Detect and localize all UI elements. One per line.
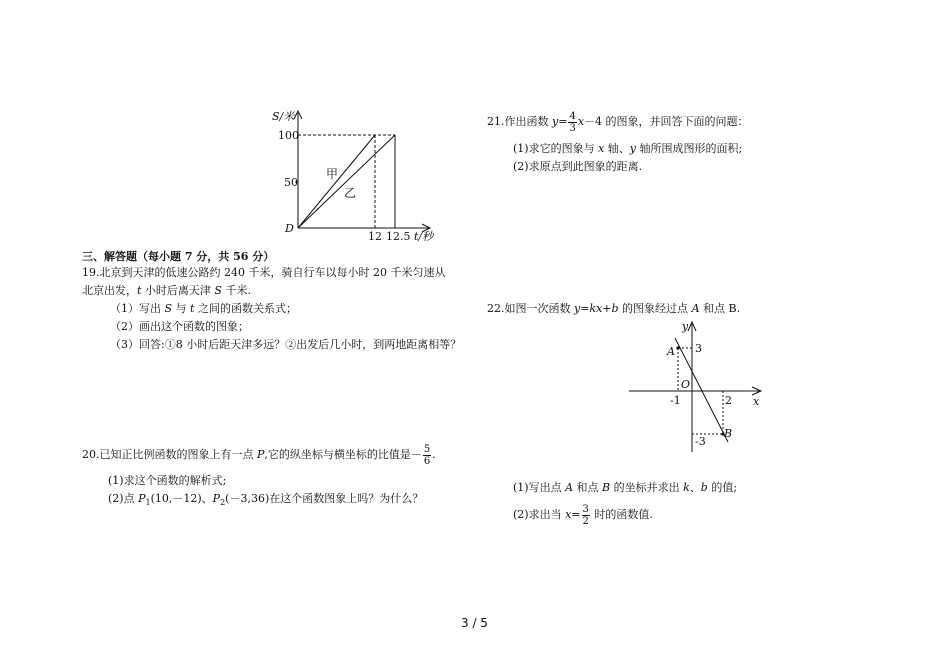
line-yi	[298, 135, 395, 228]
y-axis-label: S/米	[272, 110, 295, 123]
fig2-origin-label: O	[681, 378, 691, 391]
fig2-point-a-label: A	[667, 345, 675, 358]
q20-part2: (2)点 $P_1(10,-12)$、$P_2(-3,36)$在这个函数图象上吗？为什么？	[108, 492, 424, 508]
label-jia: 甲	[326, 167, 339, 181]
tick-12-5: 12.5	[386, 230, 411, 243]
line-jia	[298, 135, 375, 228]
question-21	[487, 103, 749, 177]
tick-100: 100	[278, 129, 299, 142]
fig2-tick-m3: -3	[695, 435, 706, 448]
section-heading: 三、解答题（每小题 7 分，共 56 分）	[82, 250, 275, 263]
fig2-point-b-label: B	[724, 427, 733, 440]
question-20	[82, 437, 436, 509]
figure-distance-time	[270, 105, 450, 245]
q19-part3: （3）回答:①8 小时后距天津多远？②出发后几小时，到两地距离相等？	[110, 338, 462, 351]
q22-stem: 22.如图一次函数 y=kx+b 的图象经过点 A 和点 B.	[487, 302, 741, 315]
x-axis-label: t/秒	[414, 230, 434, 243]
tick-50: 50	[284, 176, 298, 189]
q22-part2: (2)求出当 x= $\frac{3}{2}$ 时的函数值.	[513, 503, 653, 527]
fraction-3-2: $\frac{3}{2}$	[582, 503, 589, 527]
page-indicator: 3 / 5	[461, 616, 488, 630]
label-yi: 乙	[344, 186, 357, 200]
fig2-tick-3: 3	[695, 342, 702, 355]
origin-label: D	[285, 222, 294, 235]
q19-part2: （2）画出这个函数的图象；	[110, 320, 249, 333]
question-19	[82, 265, 461, 355]
fig2-tick-2: 2	[725, 394, 732, 407]
fraction-5-6: $\frac{5}{6}$	[423, 443, 431, 467]
q20-stem: 20.已知正比例函数的图象上有一点 P,它的纵坐标与横坐标的比值是－ $\frac{5}{6}$ .	[82, 443, 436, 467]
fraction-4-3: $\frac{4}{3}$	[569, 110, 576, 134]
q21-part2: (2)求原点到此图象的距离.	[513, 160, 643, 173]
q21-part1: (1)求它的图象与 x 轴、y 轴所围成图形的面积;	[513, 142, 743, 155]
q20-part1: (1)求这个函数的解析式;	[108, 474, 227, 487]
q19-part1: （1）写出 S 与 t 之间的函数关系式；	[110, 302, 297, 315]
figure-linear-function	[625, 318, 770, 458]
tick-12: 12	[368, 230, 382, 243]
fig2-x-label: x	[753, 395, 760, 408]
fig2-tick-m1: -1	[670, 394, 681, 407]
q22-part1: (1)写出点 A 和点 B 的坐标并求出 k、b 的值;	[513, 481, 738, 494]
q21-stem: 21.作出函数 y= $\frac{4}{3}$ x－4 的图象，并回答下面的问题：	[487, 110, 749, 134]
fig2-y-label: y	[682, 320, 689, 333]
q19-line1: 19.北京到天津的低速公路约 240 千米，骑自行车以每小时 20 千米匀速从	[82, 266, 446, 279]
point-a	[676, 346, 679, 349]
q19-line2: 北京出发，t 小时后离天津 S 千米.	[82, 284, 251, 297]
